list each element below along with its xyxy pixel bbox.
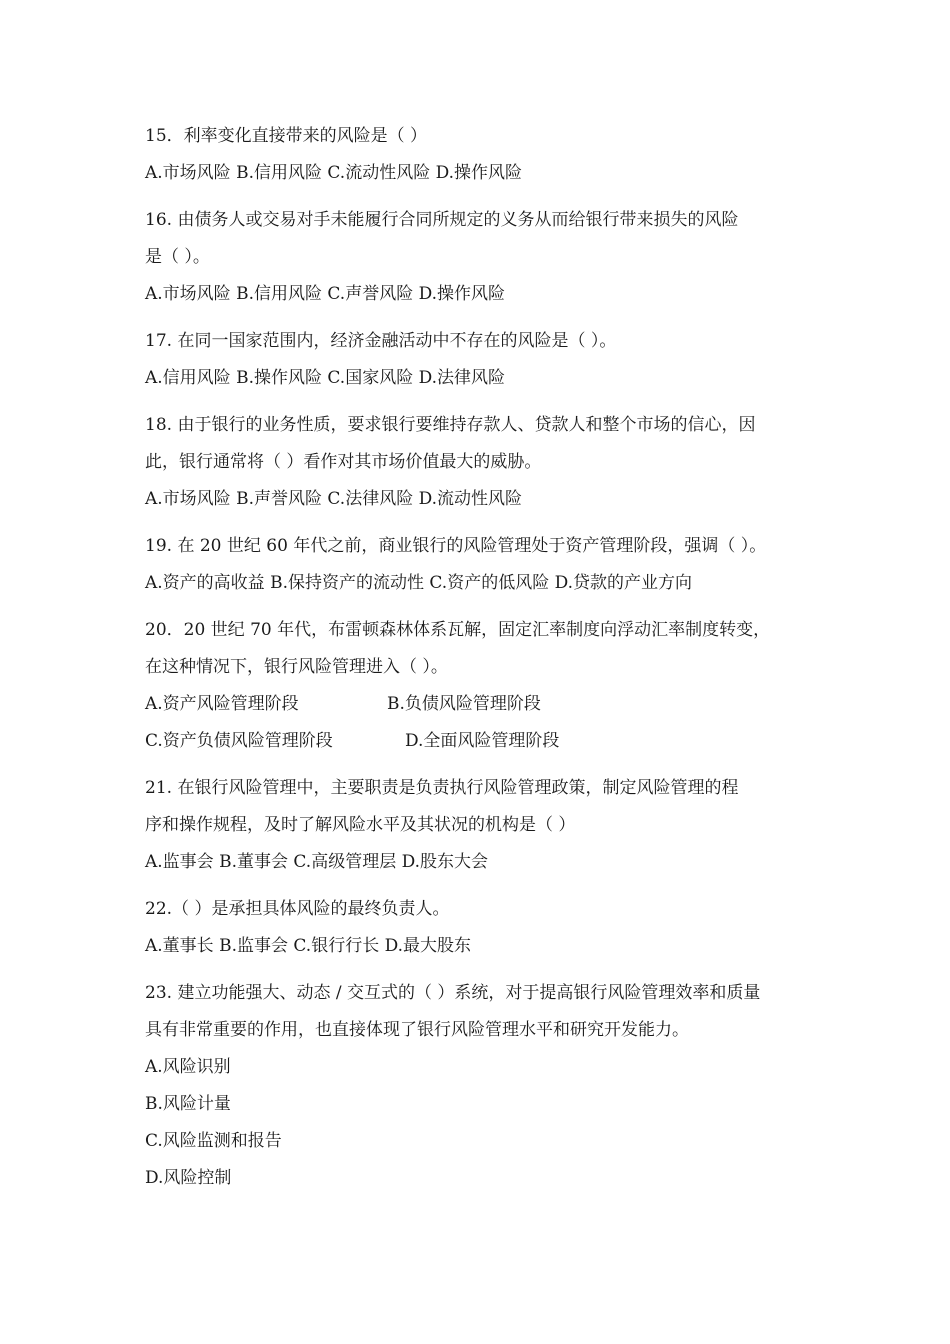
question-21 <box>145 770 810 881</box>
answer-options: A.资产的高收益 B.保持资产的流动性 C.资产的低风险 D.贷款的产业方向 <box>145 573 693 593</box>
answer-options: A.监事会 B.董事会 C.高级管理层 D.股东大会 <box>145 852 489 872</box>
question-22 <box>145 891 810 965</box>
question-text: 19. 在 20 世纪 60 年代之前，商业银行的风险管理处于资产管理阶段，强调（ ）。 <box>145 536 767 556</box>
option-b: B.风险计量 <box>145 1094 231 1114</box>
question-19 <box>145 528 810 602</box>
option-d: D.全面风险管理阶段 <box>405 731 560 751</box>
option-d: D.风险控制 <box>145 1168 232 1188</box>
question-17 <box>145 323 810 397</box>
answer-options-row <box>145 723 810 760</box>
question-16 <box>145 202 810 313</box>
answer-options: A.信用风险 B.操作风险 C.国家风险 D.法律风险 <box>145 368 506 388</box>
answer-options: A.董事长 B.监事会 C.银行行长 D.最大股东 <box>145 936 472 956</box>
answer-options: A.市场风险 B.信用风险 C.声誉风险 D.操作风险 <box>145 284 506 304</box>
question-text: 此，银行通常将（ ）看作对其市场价值最大的威胁。 <box>145 452 542 472</box>
option-c: C.风险监测和报告 <box>145 1131 282 1151</box>
option-c: C.资产负债风险管理阶段 <box>145 731 333 751</box>
question-text: 序和操作规程，及时了解风险水平及其状况的机构是（ ） <box>145 815 576 835</box>
question-23 <box>145 975 810 1197</box>
question-20 <box>145 612 810 760</box>
answer-options: A.市场风险 B.信用风险 C.流动性风险 D.操作风险 <box>145 163 523 183</box>
question-text: 在这种情况下，银行风险管理进入（ ）。 <box>145 657 448 677</box>
question-text: 21. 在银行风险管理中，主要职责是负责执行风险管理政策，制定风险管理的程 <box>145 778 739 798</box>
question-text: 22.（ ）是承担具体风险的最终负责人。 <box>145 899 450 919</box>
question-18 <box>145 407 810 518</box>
option-b: B.负债风险管理阶段 <box>387 694 541 714</box>
option-a: A.资产风险管理阶段 <box>145 694 299 714</box>
question-text: 是（ ）。 <box>145 247 210 267</box>
answer-options: A.市场风险 B.声誉风险 C.法律风险 D.流动性风险 <box>145 489 523 509</box>
option-a: A.风险识别 <box>145 1057 231 1077</box>
question-text: 15．利率变化直接带来的风险是（ ） <box>145 126 428 146</box>
question-15 <box>145 118 810 192</box>
question-text: 20．20 世纪 70 年代，布雷顿森林体系瓦解，固定汇率制度向浮动汇率制度转变， <box>145 620 771 640</box>
answer-options-row <box>145 686 810 723</box>
question-text: 具有非常重要的作用，也直接体现了银行风险管理水平和研究开发能力。 <box>145 1020 689 1040</box>
question-list <box>145 118 810 1197</box>
question-text: 18. 由于银行的业务性质，要求银行要维持存款人、贷款人和整个市场的信心，因 <box>145 415 756 435</box>
question-text: 23. 建立功能强大、动态 / 交互式的（ ）系统，对于提高银行风险管理效率和质量 <box>145 983 761 1003</box>
question-text: 17. 在同一国家范围内，经济金融活动中不存在的风险是（ ）。 <box>145 331 617 351</box>
question-text: 16. 由债务人或交易对手未能履行合同所规定的义务从而给银行带来损失的风险 <box>145 210 739 230</box>
